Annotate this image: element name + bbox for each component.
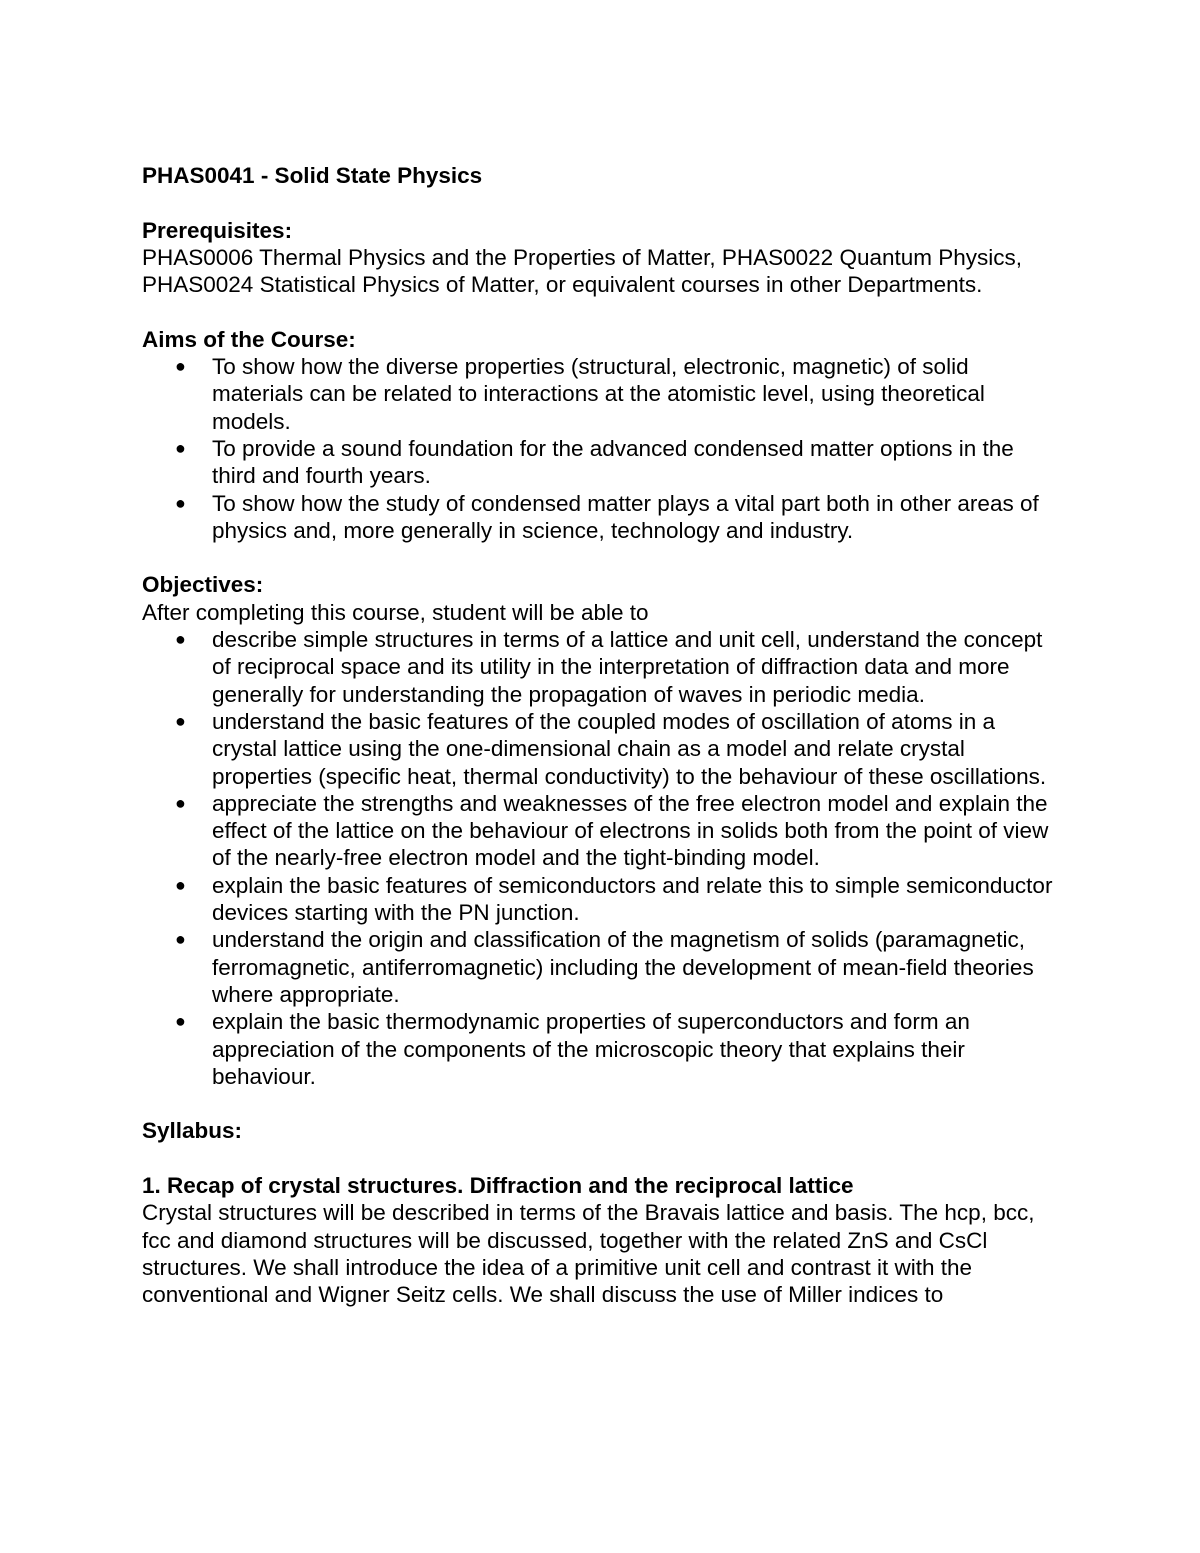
syllabus-heading: Syllabus:: [142, 1118, 243, 1144]
list-item: [142, 435, 1062, 490]
objectives-list: [142, 626, 1062, 1090]
syllabus-section-1: [142, 1172, 1062, 1308]
objective-text: explain the basic features of semiconductors and relate this to simple semiconductor devices starting with the PN junction.: [212, 872, 1053, 926]
bullet-icon: ●: [175, 492, 186, 513]
section-1-text: Crystal structures will be described in terms of the Bravais lattice and basis. The hcp, bcc, fcc and diamond structures will be discussed, together with the related ZnS and CsCl structures. We shall introduce the idea of a primitive unit cell and contrast it with the conventional and Wigner Seitz cells. We shall discuss the use of Miller indices to: [142, 1200, 1035, 1308]
list-item: [142, 490, 1062, 545]
aim-text: To provide a sound foundation for the advanced condensed matter options in the third and fourth years.: [212, 435, 1014, 489]
bullet-icon: ●: [175, 710, 186, 731]
objective-text: describe simple structures in terms of a lattice and unit cell, understand the concept of reciprocal space and its utility in the interpretation of diffraction data and more generally for understanding the propagation of waves in periodic media.: [212, 627, 1043, 707]
syllabus-section: [142, 1117, 1062, 1144]
aim-text: To show how the diverse properties (structural, electronic, magnetic) of solid materials can be related to interactions at the atomistic level, using theoretical models.: [212, 354, 985, 434]
objective-text: understand the basic features of the coupled modes of oscillation of atoms in a crystal lattice using the one-dimensional chain as a model and relate crystal properties (specific heat, thermal conductivity) to the behaviour of these oscillations.: [212, 708, 1047, 789]
section-1-heading: 1. Recap of crystal structures. Diffraction and the reciprocal lattice: [142, 1172, 854, 1198]
bullet-icon: ●: [175, 629, 186, 650]
objective-text: explain the basic thermodynamic properties of superconductors and form an appreciation of the components of the microscopic theory that explains their behaviour.: [212, 1009, 970, 1089]
objective-text: appreciate the strengths and weaknesses of the free electron model and explain the effect of the lattice on the behaviour of electrons in solids both from the point of view of the nearly-free electron model and the tight-binding model.: [212, 790, 1049, 871]
objectives-intro: After completing this course, student will be able to: [142, 599, 649, 625]
aim-text: To show how the study of condensed matter plays a vital part both in other areas of physics and, more generally in science, technology and industry.: [212, 490, 1039, 543]
bullet-icon: ●: [175, 356, 186, 377]
prerequisites-heading: Prerequisites:: [142, 217, 293, 243]
list-item: [142, 1008, 1062, 1090]
objectives-section: [142, 571, 1062, 1090]
prerequisites-section: [142, 217, 1062, 299]
bullet-icon: ●: [175, 1011, 186, 1032]
list-item: [142, 626, 1062, 708]
bullet-icon: ●: [175, 437, 186, 458]
aims-section: [142, 326, 1062, 544]
list-item: [142, 708, 1062, 790]
list-item: [142, 790, 1062, 872]
list-item: [142, 926, 1062, 1008]
list-item: [142, 872, 1062, 927]
list-item: [142, 353, 1062, 435]
bullet-icon: ●: [175, 792, 186, 813]
objective-text: understand the origin and classification of the magnetism of solids (paramagnetic, ferromagnetic, antiferromagnetic) including the development of mean-field theories where appropriate.: [212, 927, 1034, 1007]
bullet-icon: ●: [175, 874, 186, 895]
bullet-icon: ●: [175, 929, 186, 950]
course-title: PHAS0041 - Solid State Physics: [142, 163, 483, 188]
document-page: [142, 162, 1062, 1308]
aims-heading: Aims of the Course:: [142, 326, 356, 352]
aims-list: [142, 353, 1062, 544]
objectives-heading: Objectives:: [142, 572, 264, 598]
prerequisites-text: PHAS0006 Thermal Physics and the Properties of Matter, PHAS0022 Quantum Physics, PHAS0024 Statistical Physics of Matter, or equivalent courses in other Departments.: [142, 244, 1023, 298]
